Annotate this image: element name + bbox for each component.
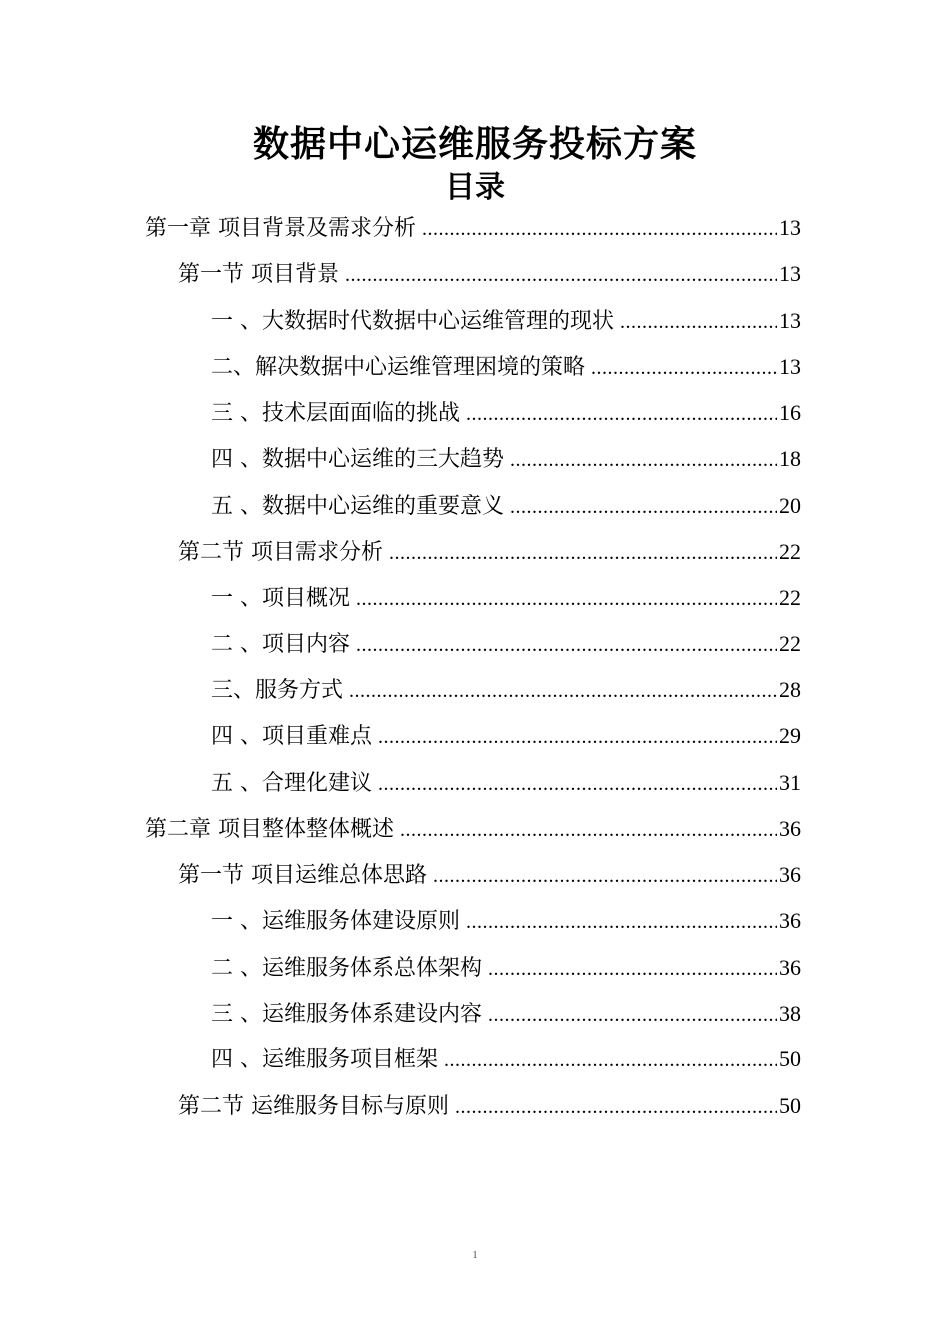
toc-entry-label: 四 、项目重难点 — [211, 724, 372, 749]
toc-dot-leader — [488, 952, 777, 986]
toc-entry-page: 16 — [779, 400, 801, 425]
toc-dot-leader — [444, 1043, 777, 1077]
toc-entry-page: 36 — [779, 862, 801, 887]
toc-dot-leader — [620, 305, 777, 339]
toc-entry-page: 38 — [779, 1001, 801, 1026]
toc-entry-label: 二、解决数据中心运维管理困境的策略 — [211, 355, 586, 380]
toc-entry-subsection[interactable] — [211, 627, 801, 661]
toc-entry-subsection[interactable] — [211, 396, 801, 430]
toc-entry-label: 第二章 项目整体整体概述 — [145, 817, 394, 842]
toc-entry-chapter[interactable] — [145, 812, 801, 846]
toc-entry-section[interactable] — [178, 1089, 801, 1123]
toc-dot-leader — [356, 628, 777, 662]
toc-entry-subsection[interactable] — [211, 581, 801, 615]
toc-entry-page: 22 — [779, 585, 801, 610]
page-number: 1 — [472, 1250, 478, 1261]
toc-dot-leader — [422, 212, 777, 246]
toc-entry-page: 50 — [779, 1093, 801, 1118]
toc-entry-page: 13 — [779, 215, 801, 240]
toc-entry-label: 三、服务方式 — [211, 678, 344, 703]
toc-entry-page: 36 — [779, 955, 801, 980]
toc-entry-label: 第一节 项目运维总体思路 — [178, 863, 427, 888]
toc-dot-leader — [356, 582, 777, 616]
toc-dot-leader — [466, 905, 777, 939]
toc-dot-leader — [400, 813, 777, 847]
toc-dot-leader — [378, 720, 777, 754]
toc-entry-page: 36 — [779, 908, 801, 933]
toc-entry-subsection[interactable] — [211, 904, 801, 938]
toc-entry-page: 29 — [779, 723, 801, 748]
document-title: 数据中心运维服务投标方案 — [252, 123, 697, 165]
toc-entry-subsection[interactable] — [211, 719, 801, 753]
toc-entry-label: 一 、运维服务体建设原则 — [211, 909, 460, 934]
toc-entry-page: 31 — [779, 770, 801, 795]
toc-entry-section[interactable] — [178, 535, 801, 569]
toc-dot-leader — [433, 859, 777, 893]
toc-dot-leader — [466, 397, 777, 431]
toc-entry-section[interactable] — [178, 257, 801, 291]
toc-entry-section[interactable] — [178, 858, 801, 892]
toc-entry-label: 第一节 项目背景 — [178, 262, 339, 287]
toc-dot-leader — [389, 536, 777, 570]
toc-entry-label: 四 、数据中心运维的三大趋势 — [211, 447, 504, 472]
toc-entry-subsection[interactable] — [211, 951, 801, 985]
toc-entry-page: 18 — [779, 446, 801, 471]
toc-entry-subsection[interactable] — [211, 304, 801, 338]
toc-entry-label: 二 、运维服务体系总体架构 — [211, 956, 482, 981]
toc-entry-subsection[interactable] — [211, 350, 801, 384]
toc-entry-subsection[interactable] — [211, 1042, 801, 1076]
toc-entry-label: 五 、数据中心运维的重要意义 — [211, 494, 504, 519]
toc-entry-page: 13 — [779, 354, 801, 379]
toc-entry-page: 36 — [779, 816, 801, 841]
toc-entry-subsection[interactable] — [211, 997, 801, 1031]
toc-dot-leader — [510, 443, 777, 477]
toc-heading: 目录 — [445, 170, 505, 205]
toc-dot-leader — [345, 258, 777, 292]
toc-entry-subsection[interactable] — [211, 442, 801, 476]
toc-entry-label: 第二节 运维服务目标与原则 — [178, 1094, 449, 1119]
toc-entry-label: 三 、运维服务体系建设内容 — [211, 1002, 482, 1027]
toc-entry-subsection[interactable] — [211, 766, 801, 800]
toc-dot-leader — [455, 1090, 777, 1124]
toc-dot-leader — [349, 674, 777, 708]
toc-entry-label: 一 、项目概况 — [211, 586, 350, 611]
toc-entry-page: 22 — [779, 631, 801, 656]
toc-entry-label: 第二节 项目需求分析 — [178, 540, 383, 565]
toc-entry-page: 13 — [779, 308, 801, 333]
toc-entry-page: 50 — [779, 1046, 801, 1071]
toc-entry-label: 三 、技术层面面临的挑战 — [211, 401, 460, 426]
toc-entry-page: 22 — [779, 539, 801, 564]
toc-entry-label: 一 、大数据时代数据中心运维管理的现状 — [211, 309, 614, 334]
toc-entry-label: 第一章 项目背景及需求分析 — [145, 216, 416, 241]
toc-entry-label: 四 、运维服务项目框架 — [211, 1047, 438, 1072]
toc-entry-page: 28 — [779, 677, 801, 702]
toc-entry-label: 五 、合理化建议 — [211, 771, 372, 796]
toc-dot-leader — [510, 490, 777, 524]
toc-dot-leader — [378, 767, 777, 801]
toc-dot-leader — [488, 998, 777, 1032]
toc-entry-page: 20 — [779, 493, 801, 518]
toc-entry-page: 13 — [779, 261, 801, 286]
toc-entry-subsection[interactable] — [211, 673, 801, 707]
toc-entry-chapter[interactable] — [145, 211, 801, 245]
toc-entry-subsection[interactable] — [211, 489, 801, 523]
toc-entry-label: 二 、项目内容 — [211, 632, 350, 657]
toc-dot-leader — [591, 351, 777, 385]
